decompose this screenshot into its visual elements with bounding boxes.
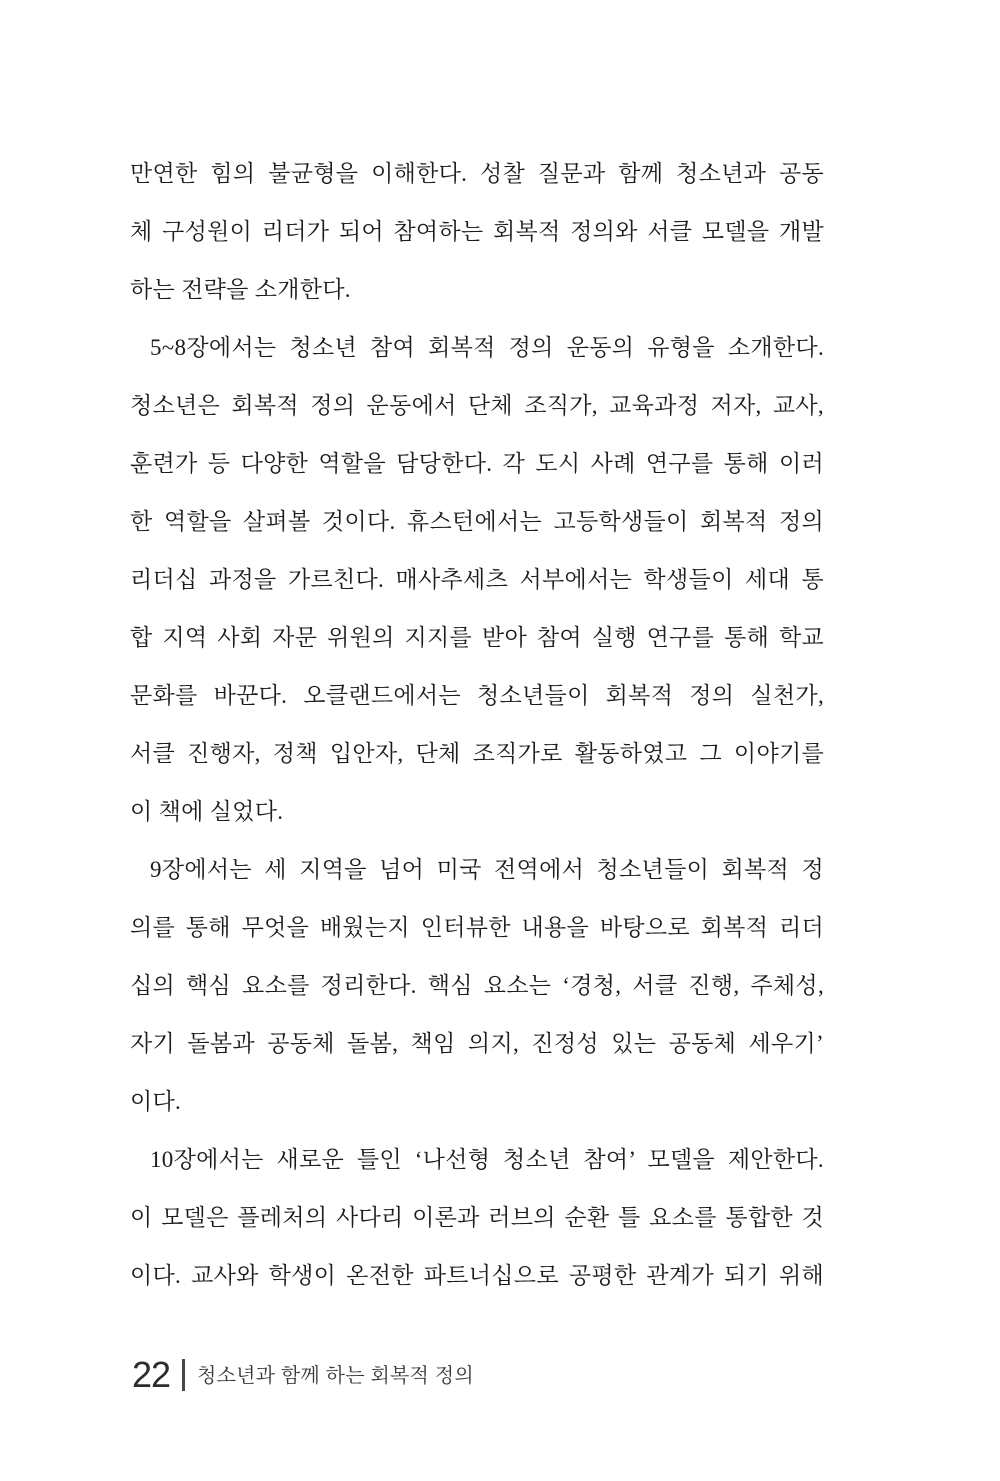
body-line: 체 구성원이 리더가 되어 참여하는 회복적 정의와 서클 모델을 개발: [130, 219, 824, 244]
body-line: 한 역할을 살펴볼 것이다. 휴스턴에서는 고등학생들이 회복적 정의: [130, 509, 824, 534]
body-line: 청소년은 회복적 정의 운동에서 단체 조직가, 교육과정 저자, 교사,: [130, 393, 824, 418]
body-text-block: [130, 145, 824, 1305]
body-line: 하는 전략을 소개한다.: [130, 277, 351, 302]
body-line: 훈련가 등 다양한 역할을 담당한다. 각 도시 사례 연구를 통해 이러: [130, 451, 824, 476]
body-line: 이 모델은 플레처의 사다리 이론과 러브의 순환 틀 요소를 통합한 것: [130, 1205, 824, 1230]
body-line: 서클 진행자, 정책 입안자, 단체 조직가로 활동하였고 그 이야기를: [130, 741, 824, 766]
footer-book-title: 청소년과 함께 하는 회복적 정의: [197, 1365, 474, 1387]
body-line: 이다. 교사와 학생이 온전한 파트너십으로 공평한 관계가 되기 위해: [130, 1263, 824, 1288]
body-line: 만연한 힘의 불균형을 이해한다. 성찰 질문과 함께 청소년과 공동: [130, 161, 824, 186]
body-line: 십의 핵심 요소를 정리한다. 핵심 요소는 ‘경청, 서클 진행, 주체성,: [130, 973, 824, 998]
body-line: 5~8장에서는 청소년 참여 회복적 정의 운동의 유형을 소개한다.: [150, 335, 824, 360]
body-line: 9장에서는 세 지역을 넘어 미국 전역에서 청소년들이 회복적 정: [150, 857, 824, 882]
body-line: 리더십 과정을 가르친다. 매사추세츠 서부에서는 학생들이 세대 통: [130, 567, 824, 592]
body-line: 이 책에 실었다.: [130, 799, 284, 824]
page-footer: [132, 1352, 474, 1398]
body-line: 문화를 바꾼다. 오클랜드에서는 청소년들이 회복적 정의 실천가,: [130, 683, 824, 708]
footer-divider: [182, 1359, 185, 1391]
body-line: 합 지역 사회 자문 위원의 지지를 받아 참여 실행 연구를 통해 학교: [130, 625, 824, 650]
page-number: 22: [132, 1354, 171, 1395]
body-line: 10장에서는 새로운 틀인 ‘나선형 청소년 참여’ 모델을 제안한다.: [150, 1147, 824, 1172]
body-line: 자기 돌봄과 공동체 돌봄, 책임 의지, 진정성 있는 공동체 세우기’: [130, 1031, 824, 1056]
body-line: 의를 통해 무엇을 배웠는지 인터뷰한 내용을 바탕으로 회복적 리더: [130, 915, 824, 940]
body-line: 이다.: [130, 1089, 182, 1114]
